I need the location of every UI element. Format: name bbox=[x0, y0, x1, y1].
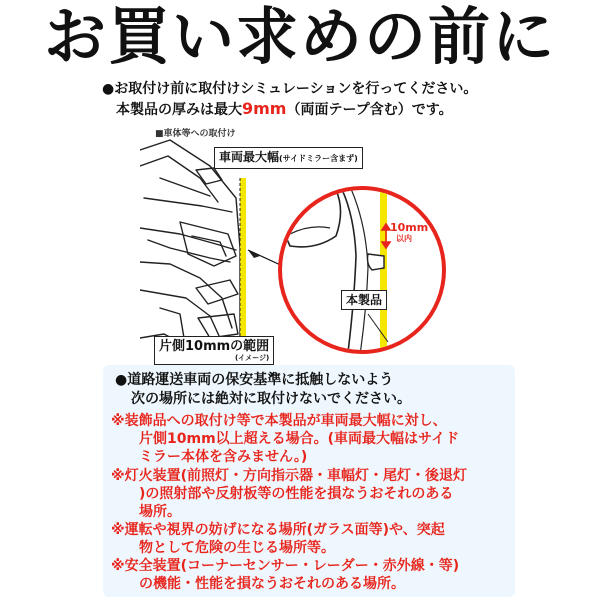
intro-line-2: 本製品の厚みは最大9mm（両面テープ含む）です。 bbox=[116, 99, 453, 118]
warning-item: ※灯火装置(前照灯・方向指示器・車幅灯・尾灯・後退灯 )の照射部や反射板等の性能を損なうおそれのある 場所。 bbox=[111, 468, 468, 520]
warning-item: ※装飾品への取付け等で本製品が車両最大幅に対し、 片側10mm以上超える場合。(車両最大幅はサイド ミラー本体を含みません。) bbox=[111, 413, 460, 465]
max-thickness: 9mm bbox=[242, 99, 287, 118]
warning-item: ※安全装置(コーナーセンサー・レーダー・赤外線・等) の機能・性能を損なうおそれのある場所。 bbox=[111, 558, 460, 592]
zoom-circle bbox=[280, 188, 444, 352]
intro-notice bbox=[102, 80, 477, 120]
car-illustration bbox=[140, 140, 240, 348]
range-band bbox=[240, 178, 246, 348]
figure-caption: ■車体等への取付け bbox=[155, 129, 236, 139]
distance-label: 10mm 以内 bbox=[390, 221, 429, 243]
warning-panel bbox=[103, 365, 515, 597]
range-label: 片側10mmの範囲 (イメージ) bbox=[154, 336, 274, 365]
vehicle-width-label: 車両最大幅(サイドミラー含まず) bbox=[214, 147, 363, 169]
installation-diagram bbox=[140, 138, 460, 360]
warning-item: ※運転や視界の妨げになる場所(ガラス面等)や、突起 物として危険の生じる場所等。 bbox=[111, 522, 445, 556]
intro-line-1: ●お取付け前に取付けシミュレーションを行ってください。 bbox=[102, 81, 478, 97]
page-title: お買い求めの前に bbox=[43, 0, 556, 73]
product-label: 本製品 bbox=[341, 290, 387, 310]
warning-heading: ●道路運送車両の保安基準に抵触しないよう 次の場所には絶対に取付けないでください。 bbox=[115, 372, 411, 407]
